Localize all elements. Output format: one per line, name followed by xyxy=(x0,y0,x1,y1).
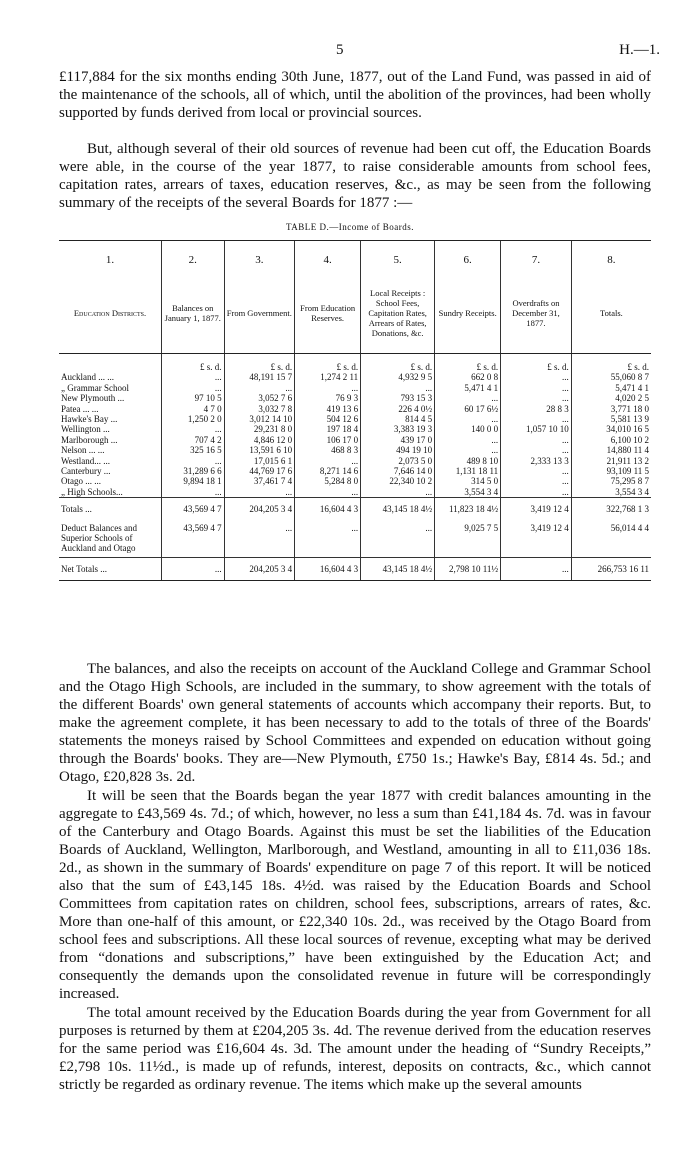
cell-balances: ... xyxy=(161,487,224,498)
cell-sundry: ... xyxy=(435,435,501,445)
cell-totals: 5,581 13 9 xyxy=(571,414,651,424)
cell-sundry: 5,471 4 1 xyxy=(435,383,501,393)
cell-government: 3,052 7 6 xyxy=(224,393,295,403)
unit-label: £ s. d. xyxy=(501,354,572,373)
paragraph-revenue: But, although several of their old sources of revenue had been cut off, the Education Boards were able, in the course of the year 1877, to raise considerable amounts from school fees, capitation rates, arrears of taxes, education reserves, &c., as may be seen from the following summary of the receipts of the several Boards for 1877 :— xyxy=(59,141,651,211)
cell-government: 3,012 14 10 xyxy=(224,414,295,424)
cell-totals: 322,768 1 3 xyxy=(571,498,651,519)
cell-government: 3,032 7 8 xyxy=(224,404,295,414)
cell-local: 494 19 10 xyxy=(361,445,435,455)
table-row xyxy=(59,445,651,455)
cell-overdrafts: 2,333 13 3 xyxy=(501,456,572,466)
cell-totals: 6,100 10 2 xyxy=(571,435,651,445)
cell-totals: 3,554 3 4 xyxy=(571,487,651,498)
cell-local: ... xyxy=(361,383,435,393)
column-header-totals: Totals. xyxy=(571,273,651,354)
cell-reserves: 16,604 4 3 xyxy=(295,498,361,519)
cell-overdrafts: ... xyxy=(501,445,572,455)
column-header-sundry: Sundry Receipts. xyxy=(435,273,501,354)
table-row xyxy=(59,476,651,486)
cell-local: 43,145 18 4½ xyxy=(361,498,435,519)
cell-totals: 75,295 8 7 xyxy=(571,476,651,486)
cell-balances: ... xyxy=(161,372,224,382)
cell-totals: 56,014 4 4 xyxy=(571,519,651,558)
cell-sundry: 140 0 0 xyxy=(435,424,501,434)
table-row xyxy=(59,424,651,434)
column-number: 6. xyxy=(435,241,501,274)
cell-reserves: 106 17 0 xyxy=(295,435,361,445)
net-totals-row xyxy=(59,557,651,580)
cell-balances: 97 10 5 xyxy=(161,393,224,403)
cell-overdrafts: ... xyxy=(501,557,572,580)
cell-government: 4,846 12 0 xyxy=(224,435,295,445)
paragraph-intro: £117,884 for the six months ending 30th June, 1877, out of the Land Fund, was passed in aid of the maintenance of the schools, all of which, until the abolition of the provinces, had been wholly supported by funds derived from local or provincial sources. xyxy=(59,69,651,121)
district-name: Hawke's Bay ... xyxy=(61,414,118,425)
paragraph-balances: The balances, and also the receipts on account of the Auckland College and Grammar School and the Otago High Schools, are included in the summary, to show agreement with the totals of the different Boards' own general statements of accounts which accompany their reports. But, to make the agreement complete, it has been necessary to add to the totals of three of the Boards' statements the moneys raised by School Committees and expended on education without going through the Boards' books. They are—New Plymouth, £750 1s.; Hawke's Bay, £814 4s. 5d.; and Otago, £20,828 3s. 2d. xyxy=(59,661,651,785)
district-name: Totals ... xyxy=(59,498,161,519)
cell-overdrafts: ... xyxy=(501,466,572,476)
unit-label: £ s. d. xyxy=(295,354,361,373)
cell-balances: 325 16 5 xyxy=(161,445,224,455)
cell-reserves: ... xyxy=(295,519,361,558)
cell-totals: 14,880 11 4 xyxy=(571,445,651,455)
cell-government: 29,231 8 0 xyxy=(224,424,295,434)
column-number: 7. xyxy=(501,241,572,274)
cell-overdrafts: 28 8 3 xyxy=(501,404,572,414)
district-name: Canterbury ... xyxy=(61,466,111,477)
cell-reserves: 8,271 14 6 xyxy=(295,466,361,476)
cell-totals: 4,020 2 5 xyxy=(571,393,651,403)
table-row xyxy=(59,435,651,445)
column-number: 8. xyxy=(571,241,651,274)
table-row xyxy=(59,383,651,393)
district-name: New Plymouth ... xyxy=(61,393,125,404)
cell-local: ... xyxy=(361,487,435,498)
cell-sundry: 11,823 18 4½ xyxy=(435,498,501,519)
cell-government: 13,591 6 10 xyxy=(224,445,295,455)
table-row xyxy=(59,456,651,466)
cell-government: ... xyxy=(224,487,295,498)
cell-local: 43,145 18 4½ xyxy=(361,557,435,580)
cell-balances: 4 7 0 xyxy=(161,404,224,414)
table-caption: TABLE D.—Income of Boards. xyxy=(285,222,414,232)
totals-row xyxy=(59,498,651,519)
cell-overdrafts: ... xyxy=(501,383,572,393)
cell-sundry: ... xyxy=(435,414,501,424)
cell-balances: ... xyxy=(161,557,224,580)
cell-totals: 93,109 11 5 xyxy=(571,466,651,476)
cell-government: 204,205 3 4 xyxy=(224,498,295,519)
cell-local: 22,340 10 2 xyxy=(361,476,435,486)
unit-label: £ s. d. xyxy=(224,354,295,373)
cell-overdrafts: ... xyxy=(501,476,572,486)
cell-reserves: ... xyxy=(295,487,361,498)
cell-balances: 43,569 4 7 xyxy=(161,498,224,519)
cell-reserves: 504 12 6 xyxy=(295,414,361,424)
district-name: Patea ... ... xyxy=(61,403,99,414)
document-reference: H.—1. xyxy=(619,42,660,58)
cell-reserves: 1,274 2 11 xyxy=(295,372,361,382)
cell-sundry: 2,798 10 11½ xyxy=(435,557,501,580)
column-header-balances: Balances on January 1, 1877. xyxy=(161,273,224,354)
column-header-districts: Education Districts. xyxy=(59,273,161,354)
cell-balances: 43,569 4 7 xyxy=(161,519,224,558)
cell-sundry: 489 8 10 xyxy=(435,456,501,466)
cell-totals: 21,911 13 2 xyxy=(571,456,651,466)
table-row xyxy=(59,372,651,382)
unit-label: £ s. d. xyxy=(435,354,501,373)
cell-government: 37,461 7 4 xyxy=(224,476,295,486)
district-name: Marlborough ... xyxy=(61,434,118,445)
column-header-reserves: From Education Reserves. xyxy=(295,273,361,354)
income-table xyxy=(59,240,651,581)
district-name: Westland... ... xyxy=(61,455,111,466)
cell-reserves: 5,284 8 0 xyxy=(295,476,361,486)
column-number: 1. xyxy=(59,241,161,274)
cell-totals: 5,471 4 1 xyxy=(571,383,651,393)
cell-overdrafts: ... xyxy=(501,414,572,424)
cell-government: ... xyxy=(224,383,295,393)
cell-overdrafts: ... xyxy=(501,435,572,445)
column-number: 3. xyxy=(224,241,295,274)
cell-balances: ... xyxy=(161,383,224,393)
unit-label: £ s. d. xyxy=(361,354,435,373)
table-row xyxy=(59,404,651,414)
cell-totals: 55,060 8 7 xyxy=(571,372,651,382)
cell-balances: 1,250 2 0 xyxy=(161,414,224,424)
district-name: „ High Schools... xyxy=(61,486,123,497)
unit-label: £ s. d. xyxy=(571,354,651,373)
cell-overdrafts: 3,419 12 4 xyxy=(501,498,572,519)
cell-local: 7,646 14 0 xyxy=(361,466,435,476)
cell-overdrafts: ... xyxy=(501,372,572,382)
cell-sundry: 60 17 6½ xyxy=(435,404,501,414)
cell-overdrafts: ... xyxy=(501,393,572,403)
cell-local: 4,932 9 5 xyxy=(361,372,435,382)
cell-balances: 707 4 2 xyxy=(161,435,224,445)
cell-government: ... xyxy=(224,519,295,558)
cell-sundry: 9,025 7 5 xyxy=(435,519,501,558)
district-name: Wellington ... xyxy=(61,424,110,435)
cell-sundry: 662 0 8 xyxy=(435,372,501,382)
cell-sundry: ... xyxy=(435,393,501,403)
cell-overdrafts: 3,419 12 4 xyxy=(501,519,572,558)
table-row xyxy=(59,393,651,403)
cell-local: 814 4 5 xyxy=(361,414,435,424)
cell-reserves: 16,604 4 3 xyxy=(295,557,361,580)
district-name: Auckland ... ... xyxy=(61,372,114,383)
district-name: Nelson ... ... xyxy=(61,445,105,456)
cell-balances: 9,894 18 1 xyxy=(161,476,224,486)
cell-balances: ... xyxy=(161,456,224,466)
cell-reserves: 76 9 3 xyxy=(295,393,361,403)
cell-sundry: 1,131 18 11 xyxy=(435,466,501,476)
district-name: Otago ... ... xyxy=(61,476,101,487)
cell-reserves: ... xyxy=(295,383,361,393)
cell-sundry: ... xyxy=(435,445,501,455)
cell-reserves: ... xyxy=(295,456,361,466)
cell-sundry: 314 5 0 xyxy=(435,476,501,486)
cell-local: 226 4 0½ xyxy=(361,404,435,414)
cell-government: 204,205 3 4 xyxy=(224,557,295,580)
column-number: 5. xyxy=(361,241,435,274)
cell-local: ... xyxy=(361,519,435,558)
cell-totals: 34,010 16 5 xyxy=(571,424,651,434)
column-header-government: From Government. xyxy=(224,273,295,354)
cell-reserves: 419 13 6 xyxy=(295,404,361,414)
district-name: „ Grammar School xyxy=(61,382,129,393)
district-name: Net Totals ... xyxy=(59,557,161,580)
paragraph-credit-balances: It will be seen that the Boards began the year 1877 with credit balances amounting in the aggregate to £43,569 4s. 7d.; of which, however, no less a sum than £41,184 4s. 7d. was in favour of the Canterbury and Otago Boards. Against this must be set the liabilities of the Education Boards of Auckland, Wellington, Marlborough, and Westland, amounting in all to £11,036 18s. 2d., as shown in the summary of Boards' expenditure on page 7 of this report. It will be noticed also that the sum of £43,145 18s. 4½d. was raised by the Education Boards and School Committees from capitation rates on children, school fees, subscriptions, arrears of rates, &c. More than one-half of this amount, or £22,340 10s. 2d., was received by the Otago Board from school fees and subscriptions. All these local sources of revenue, excepting what may be derived from “donations and subscriptions,” have been extinguished by the Education Act; and consequently the demands upon the consolidated revenue in future will be correspondingly increased. xyxy=(59,788,651,1002)
column-number: 4. xyxy=(295,241,361,274)
cell-local: 439 17 0 xyxy=(361,435,435,445)
cell-overdrafts: 1,057 10 10 xyxy=(501,424,572,434)
district-name: Deduct Balances and Superior Schools of Auckland and Otago xyxy=(61,522,137,553)
cell-totals: 266,753 16 11 xyxy=(571,557,651,580)
cell-balances: 31,289 6 6 xyxy=(161,466,224,476)
column-header-overdrafts: Overdrafts on December 31, 1877. xyxy=(501,273,572,354)
page-number: 5 xyxy=(336,42,344,58)
cell-totals: 3,771 18 0 xyxy=(571,404,651,414)
deduct-row xyxy=(59,519,651,558)
table-row xyxy=(59,414,651,424)
cell-reserves: 468 8 3 xyxy=(295,445,361,455)
cell-local: 2,073 5 0 xyxy=(361,456,435,466)
unit-label: £ s. d. xyxy=(161,354,224,373)
cell-sundry: 3,554 3 4 xyxy=(435,487,501,498)
cell-overdrafts: ... xyxy=(501,487,572,498)
cell-local: 793 15 3 xyxy=(361,393,435,403)
cell-reserves: 197 18 4 xyxy=(295,424,361,434)
cell-balances: ... xyxy=(161,424,224,434)
paragraph-government-total: The total amount received by the Education Boards during the year from Government for all purposes is returned by them at £204,205 3s. 4d. The revenue derived from the education reserves for the same period was £16,604 4s. 3d. The amount under the heading of “Sundry Receipts,” £2,798 10s. 11½d., is made up of refunds, interest, deposits on contracts, &c., which cannot strictly be regarded as ordinary revenue. The items which make up the several amounts xyxy=(59,1005,651,1093)
cell-local: 3,383 19 3 xyxy=(361,424,435,434)
column-header-local-receipts: Local Receipts : School Fees, Capitation Rates, Arrears of Rates, Donations, &c. xyxy=(361,273,435,354)
table-row xyxy=(59,466,651,476)
table-row xyxy=(59,487,651,498)
cell-government: 44,769 17 6 xyxy=(224,466,295,476)
cell-government: 48,191 15 7 xyxy=(224,372,295,382)
column-number: 2. xyxy=(161,241,224,274)
cell-government: 17,015 6 1 xyxy=(224,456,295,466)
